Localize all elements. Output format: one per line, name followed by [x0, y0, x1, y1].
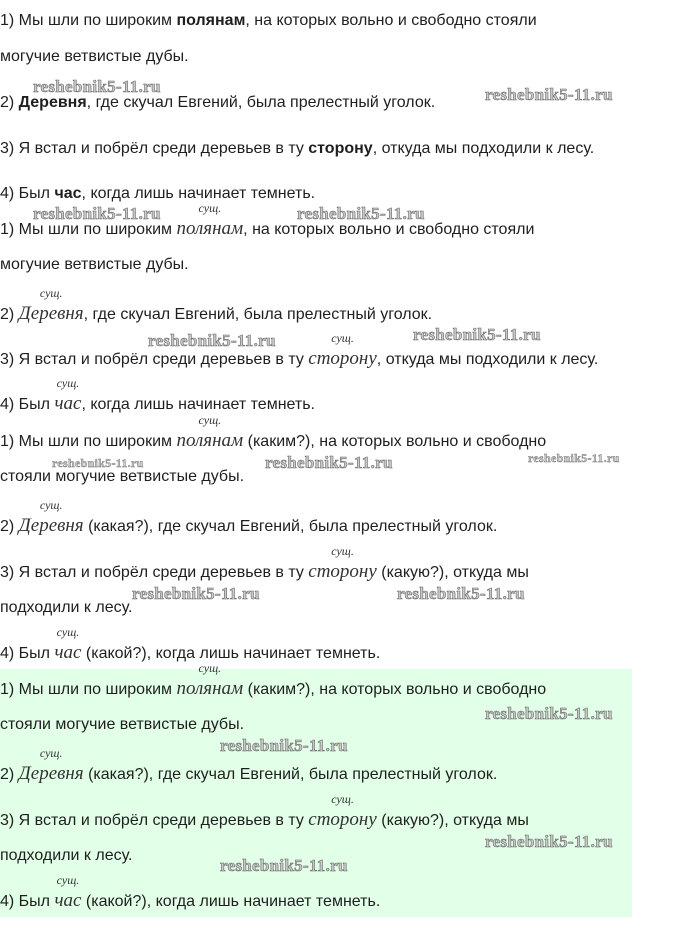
- b4-sentence-2: [0, 746, 498, 785]
- text: , на которых вольно и свободно стояли: [245, 12, 537, 29]
- watermark: reshebnik5-11.ru: [265, 453, 393, 472]
- text: 1) Мы шли по широким: [0, 433, 177, 450]
- noun-word: полянам: [176, 678, 244, 699]
- text: (какая?), где скучал Евгений, была прелестный уголок.: [83, 766, 498, 783]
- watermark: reshebnik5-11.ru: [485, 832, 613, 851]
- b4-sentence-1-cont: стояли могучие ветвистые дубы.: [0, 716, 245, 733]
- noun-word: сторону: [308, 561, 377, 582]
- b4-sentence-1: [0, 661, 547, 700]
- noun-mark: сущ.: [39, 286, 63, 300]
- watermark: reshebnik5-11.ru: [528, 451, 620, 465]
- noun-mark: сущ.: [56, 625, 80, 639]
- watermark: reshebnik5-11.ru: [33, 77, 161, 96]
- text: (какую?), откуда мы: [376, 812, 529, 829]
- b1-sentence-3: [0, 139, 594, 159]
- watermark: reshebnik5-11.ru: [220, 736, 348, 755]
- text: , где скучал Евгений, была прелестный уголок.: [86, 94, 436, 111]
- text: 3) Я встал и побрёл среди деревьев в ту: [0, 351, 309, 368]
- watermark: reshebnik5-11.ru: [397, 584, 525, 603]
- watermark: reshebnik5-11.ru: [33, 204, 161, 223]
- b3-sentence-4: [0, 625, 381, 664]
- noun-word: Деревня: [18, 515, 84, 536]
- noun: [54, 376, 82, 414]
- noun-mark: сущ.: [39, 746, 63, 760]
- noun-word: Деревня: [18, 763, 84, 784]
- b3-sentence-2: [0, 498, 498, 537]
- bold-noun: час: [54, 185, 82, 202]
- b4-sentence-4: [0, 873, 381, 912]
- noun: [308, 792, 377, 830]
- text: , когда лишь начинает темнеть.: [81, 396, 315, 413]
- bold-noun: сторону: [308, 140, 373, 157]
- text: , откуда мы подходили к лесу.: [376, 351, 599, 368]
- noun-mark: сущ.: [56, 873, 80, 887]
- noun-mark: сущ.: [331, 792, 354, 806]
- noun-mark: сущ.: [198, 201, 222, 215]
- text: 1) Мы шли по широким: [0, 221, 177, 238]
- text: 2): [0, 94, 19, 111]
- b4-sentence-3-cont: подходили к лесу.: [0, 847, 133, 864]
- b2-sentence-2: [0, 286, 433, 325]
- noun-mark: сущ.: [331, 544, 354, 558]
- watermark: reshebnik5-11.ru: [297, 204, 425, 223]
- noun: [54, 625, 82, 663]
- text: 1) Мы шли по широким: [0, 12, 177, 29]
- noun-word: полянам: [176, 218, 244, 239]
- b4-sentence-3: [0, 792, 529, 831]
- noun-mark: сущ.: [198, 413, 222, 427]
- text: 3) Я встал и побрёл среди деревьев в ту: [0, 564, 309, 581]
- watermark: reshebnik5-11.ru: [148, 331, 276, 350]
- noun-mark: сущ.: [56, 376, 80, 390]
- noun: [18, 498, 84, 536]
- text: 2): [0, 518, 19, 535]
- text: , когда лишь начинает темнеть.: [81, 185, 316, 202]
- noun-mark: сущ.: [198, 661, 222, 675]
- text: (какая?), где скучал Евгений, была прелестный уголок.: [83, 518, 498, 535]
- watermark: reshebnik5-11.ru: [485, 85, 613, 104]
- watermark: reshebnik5-11.ru: [220, 856, 348, 875]
- text: (какую?), откуда мы: [376, 564, 529, 581]
- b1-sentence-4: [0, 184, 315, 204]
- text: (каким?), на которых вольно и свободно: [243, 433, 547, 450]
- b3-sentence-3-cont: подходили к лесу.: [0, 599, 133, 616]
- text: 4) Был: [0, 893, 55, 910]
- bold-noun: полянам: [176, 12, 246, 29]
- text: , где скучал Евгений, была прелестный уголок.: [83, 306, 433, 323]
- b2-sentence-4: [0, 376, 315, 415]
- watermark: reshebnik5-11.ru: [485, 704, 613, 723]
- noun: [308, 331, 377, 369]
- text: 4) Был: [0, 185, 55, 202]
- noun: [176, 661, 244, 699]
- bold-noun: Деревня: [18, 94, 87, 111]
- text: (каким?), на которых вольно и свободно: [243, 681, 547, 698]
- noun-word: сторону: [308, 348, 377, 369]
- noun-word: час: [54, 642, 82, 663]
- text: 4) Был: [0, 396, 55, 413]
- noun-word: час: [54, 393, 82, 414]
- b1-sentence-1-cont: могучие ветвистые дубы.: [0, 48, 189, 65]
- text: 1) Мы шли по широким: [0, 681, 177, 698]
- noun-word: полянам: [176, 430, 244, 451]
- b3-sentence-3: [0, 544, 529, 583]
- watermark: reshebnik5-11.ru: [52, 456, 144, 470]
- b3-sentence-1-cont: стояли могучие ветвистые дубы.: [0, 468, 245, 485]
- text: (какой?), когда лишь начинает темнеть.: [81, 645, 381, 662]
- noun: [176, 201, 244, 239]
- noun: [54, 873, 82, 911]
- b3-sentence-1: [0, 413, 547, 452]
- watermark: reshebnik5-11.ru: [413, 325, 541, 344]
- noun-word: сторону: [308, 809, 377, 830]
- noun: [176, 413, 244, 451]
- noun-word: час: [54, 890, 82, 911]
- b1-sentence-1: [0, 11, 537, 31]
- noun: [18, 286, 84, 324]
- b2-sentence-1-cont: могучие ветвистые дубы.: [0, 256, 189, 273]
- noun: [18, 746, 84, 784]
- text: 2): [0, 766, 19, 783]
- text: , откуда мы подходили к лесу.: [372, 140, 595, 157]
- text: 4) Был: [0, 645, 55, 662]
- noun: [308, 544, 377, 582]
- text: 2): [0, 306, 19, 323]
- watermark: reshebnik5-11.ru: [132, 584, 260, 603]
- noun-mark: сущ.: [331, 331, 354, 345]
- text: (какой?), когда лишь начинает темнеть.: [81, 893, 381, 910]
- noun-mark: сущ.: [39, 498, 63, 512]
- text: 3) Я встал и побрёл среди деревьев в ту: [0, 812, 309, 829]
- text: 3) Я встал и побрёл среди деревьев в ту: [0, 140, 309, 157]
- noun-word: Деревня: [18, 303, 84, 324]
- text: , на которых вольно и свободно стояли: [243, 221, 535, 238]
